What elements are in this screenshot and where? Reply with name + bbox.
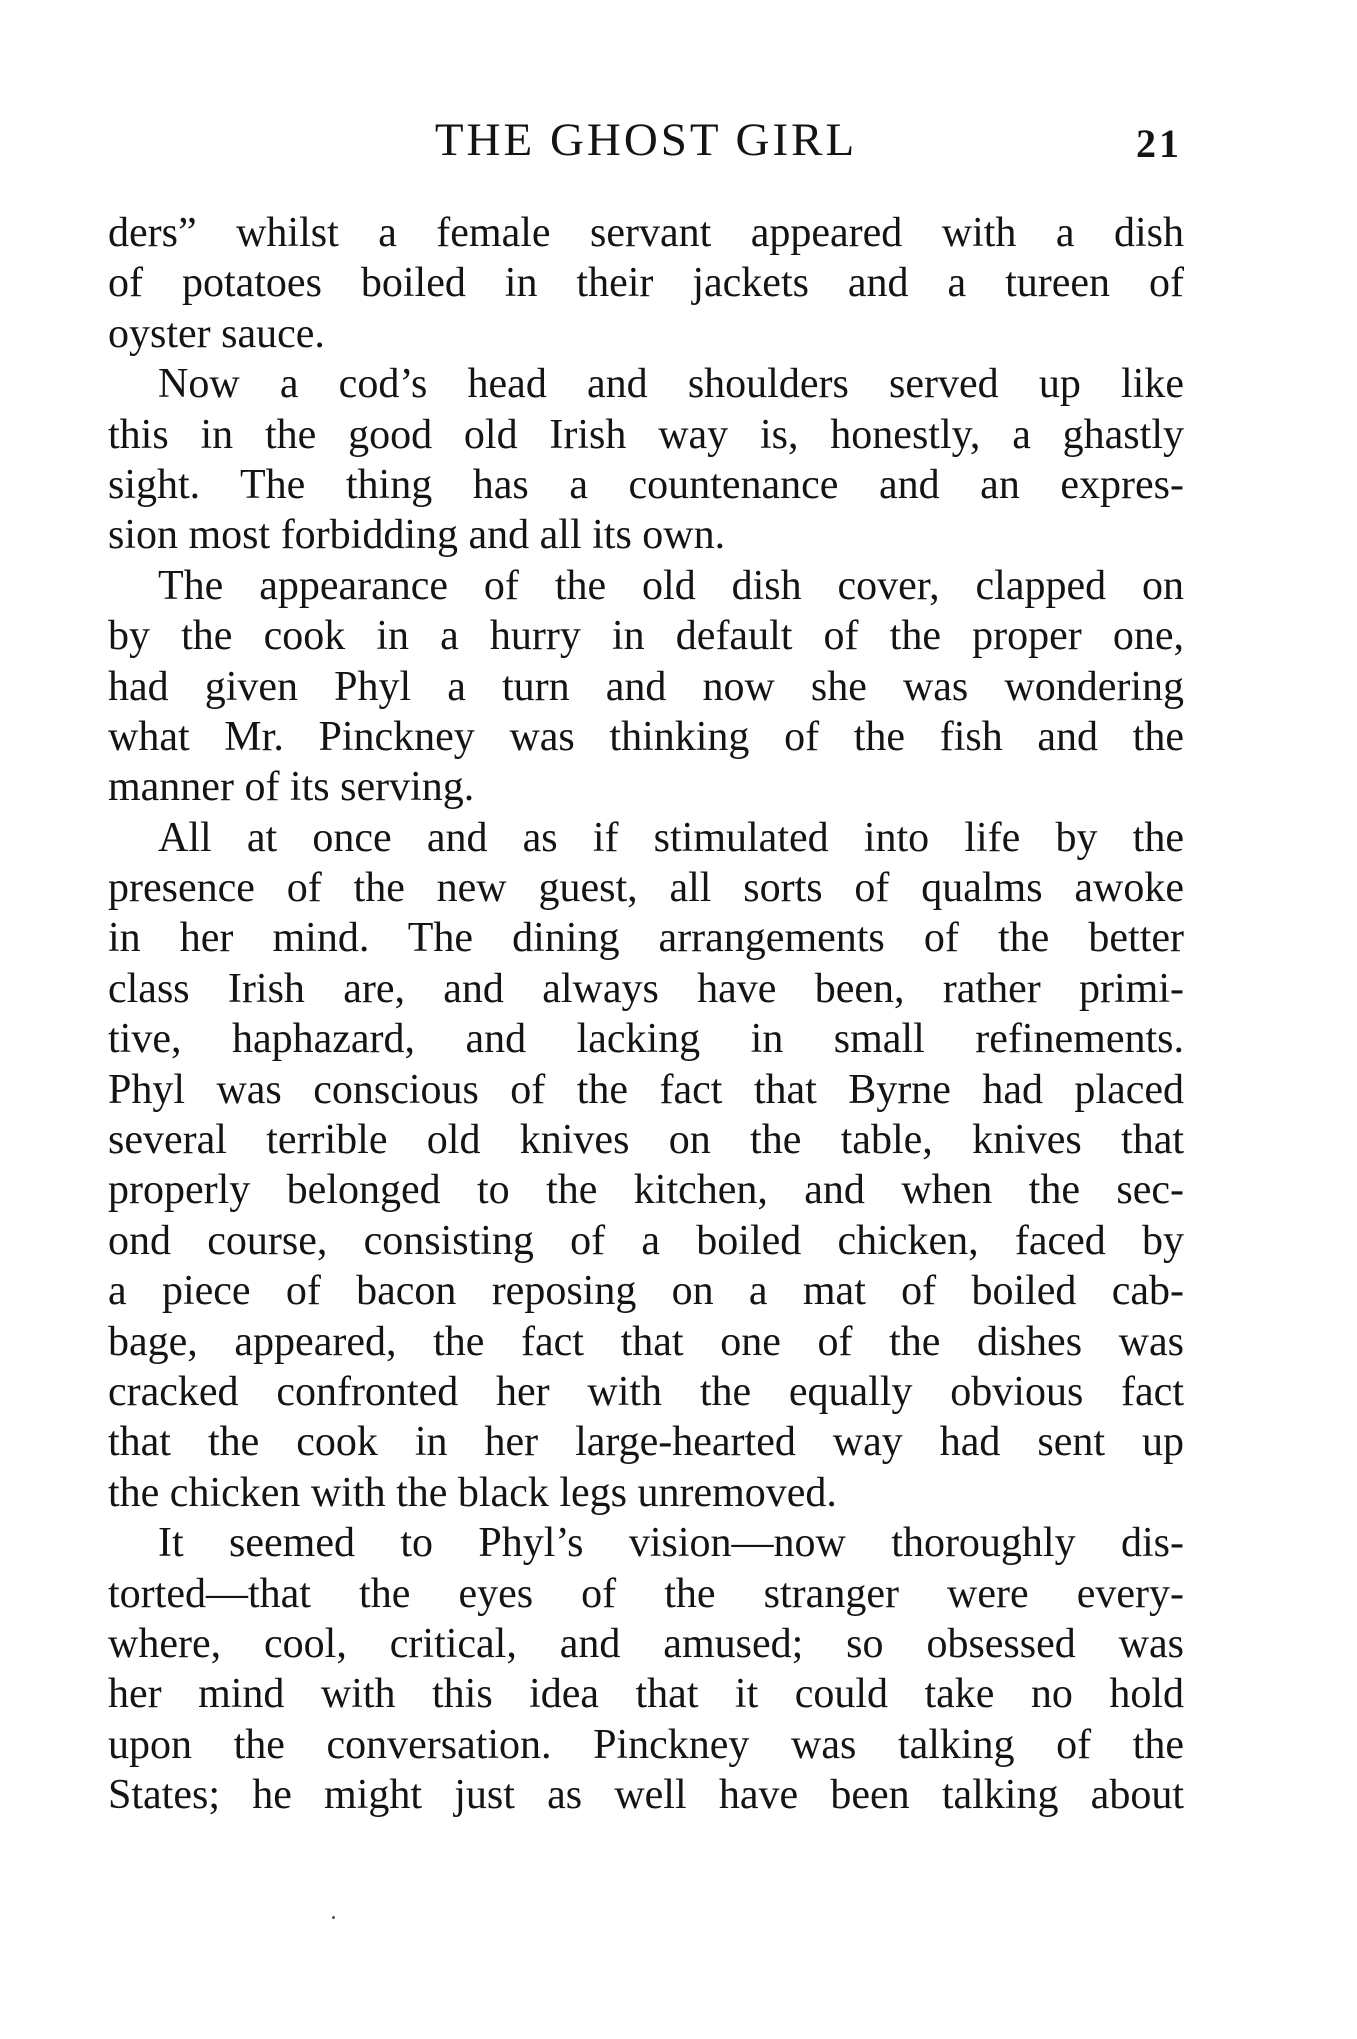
text-line: ders” whilst a female servant appeared with a dish	[108, 210, 1184, 256]
text-line: Now a cod’s head and shoulders served up like	[158, 361, 1184, 408]
text-line: presence of the new guest, all sorts of qualms awoke	[108, 865, 1184, 912]
paragraph	[108, 561, 1184, 813]
text-line: class Irish are, and always have been, rather primi-	[108, 965, 1184, 1012]
text-line: what Mr. Pinckney was thinking of the fish and the	[108, 713, 1184, 760]
text-line: several terrible old knives on the table, knives that	[108, 1117, 1184, 1164]
text-line: a piece of bacon reposing on a mat of boiled cab-	[108, 1268, 1184, 1315]
text-line: It seemed to Phyl’s vision—now thoroughly dis-	[158, 1520, 1184, 1567]
text-line: Phyl was conscious of the fact that Byrne had placed	[108, 1066, 1184, 1113]
text-line: States; he might just as well have been talking about	[108, 1772, 1184, 1819]
text-line: sight. The thing has a countenance and an expres-	[108, 461, 1184, 508]
running-head	[108, 110, 1184, 170]
paragraph	[108, 813, 1184, 1518]
page-number: 21	[1136, 121, 1182, 166]
text-line: her mind with this idea that it could take no hold	[108, 1671, 1184, 1718]
text-line: properly belonged to the kitchen, and when the sec-	[108, 1167, 1184, 1214]
text-line: sion most forbidding and all its own.	[108, 512, 726, 559]
paragraph	[108, 359, 1184, 561]
printing-speck	[332, 1916, 335, 1919]
text-line: torted—that the eyes of the stranger were every-	[108, 1570, 1184, 1617]
text-line: oyster sauce.	[108, 310, 325, 357]
text-line: had given Phyl a turn and now she was wondering	[108, 663, 1184, 710]
paragraph	[108, 1518, 1184, 1820]
running-title: THE GHOST GIRL	[434, 114, 858, 166]
text-line: this in the good old Irish way is, honestly, a ghastly	[108, 411, 1184, 458]
text-line: manner of its serving.	[108, 764, 475, 811]
text-line: tive, haphazard, and lacking in small refinements.	[108, 1016, 1184, 1063]
text-line: All at once and as if stimulated into life by the	[158, 814, 1184, 861]
text-line: by the cook in a hurry in default of the proper one,	[108, 613, 1184, 660]
text-line: in her mind. The dining arrangements of the better	[108, 915, 1184, 962]
text-line: where, cool, critical, and amused; so obsessed was	[108, 1620, 1184, 1667]
text-line: the chicken with the black legs unremoved.	[108, 1469, 837, 1516]
text-line: that the cook in her large-hearted way had sent up	[108, 1419, 1184, 1466]
text-line: bage, appeared, the fact that one of the dishes was	[108, 1318, 1184, 1365]
text-line: cracked confronted her with the equally obvious fact	[108, 1368, 1184, 1415]
text-line: ond course, consisting of a boiled chicken, faced by	[108, 1217, 1184, 1264]
text-line: upon the conversation. Pinckney was talking of the	[108, 1721, 1184, 1768]
paragraph	[108, 208, 1184, 359]
text-line: of potatoes boiled in their jackets and a tureen of	[108, 260, 1184, 307]
text-line: The appearance of the old dish cover, clapped on	[158, 562, 1184, 609]
body-text	[108, 208, 1184, 1821]
